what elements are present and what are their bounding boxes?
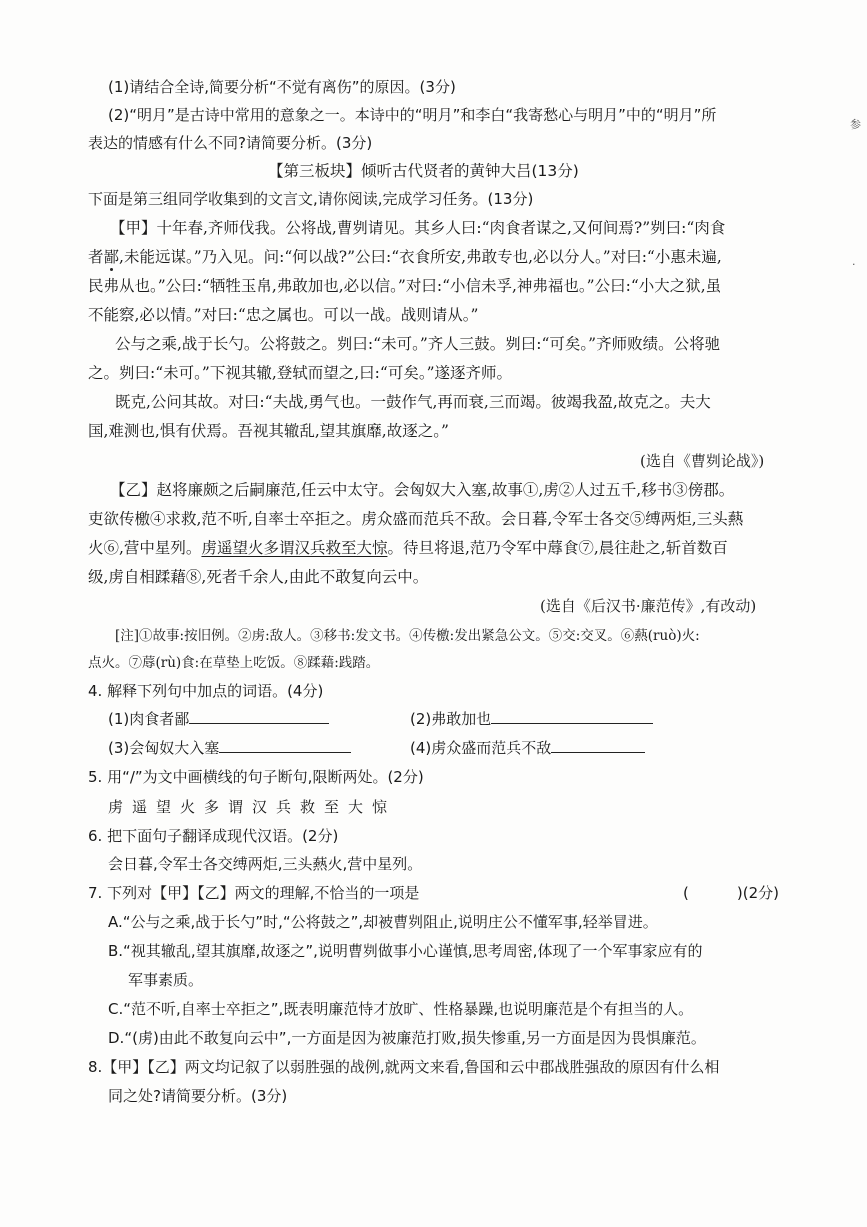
q4-answer-3-blank[interactable] bbox=[219, 738, 351, 753]
section-intro: 下面是第三组同学收集到的文言文,请你阅读,完成学习任务。(13分) bbox=[88, 190, 534, 208]
question-5-sentence: 虏遥望火多谓汉兵救至大惊 bbox=[108, 798, 397, 816]
passage-jia-line-7: 既克,公问其故。对曰:“夫战,勇气也。一鼓作气,再而衰,三而竭。彼竭我盈,故克之。夫大 bbox=[115, 393, 711, 411]
q4-answer-2-blank[interactable] bbox=[491, 709, 653, 724]
q4-answer-1-blank[interactable] bbox=[189, 709, 329, 724]
question-7-option-b-line-2: 军事素质。 bbox=[128, 971, 204, 989]
q7-paren-open: ( bbox=[683, 884, 689, 902]
passage-jia-line-2 bbox=[88, 246, 722, 268]
passage-jia-line-3: 民弗从也。”公曰:“牺牲玉帛,弗敢加也,必以信。”对曰:“小信未孚,神弗福也。”公曰:“小大之狱,虽 bbox=[88, 277, 722, 295]
q7-score: (2分) bbox=[742, 884, 779, 902]
q4-item-2-text: (2)弗敢加也 bbox=[410, 710, 492, 728]
question-8-line-2: 同之处?请简要分析。(3分) bbox=[108, 1087, 288, 1105]
question-4-item-4 bbox=[410, 737, 645, 759]
margin-mark-2: · bbox=[852, 258, 856, 271]
passage-jia-line-2-b: ,未能远谋。”乃入见。问:“何以战?”公曰:“衣食所安,弗敢专也,必以分人。”对曰:“小惠未遍, bbox=[119, 248, 722, 266]
passage-jia-line-4: 不能察,必以情。”对曰:“忠之属也。可以一战。战则请从。” bbox=[88, 306, 479, 324]
question-7-option-b-line-1: B.“视其辙乱,望其旗靡,故逐之”,说明曹刿做事小心谨慎,思考周密,体现了一个军事家应有的 bbox=[108, 942, 703, 960]
passage-jia-source: (选自《曹刿论战》) bbox=[640, 452, 765, 470]
question-4-item-1 bbox=[108, 708, 329, 730]
passage-yi-source: (选自《后汉书·廉范传》,有改动) bbox=[540, 597, 757, 615]
poem-question-2-line-1: (2)“明月”是古诗中常用的意象之一。本诗中的“明月”和李白“我寄愁心与明月”中的“明月”所 bbox=[108, 106, 717, 124]
section-title: 【第三板块】倾听古代贤者的黄钟大吕(13分) bbox=[268, 162, 579, 180]
question-6-sentence: 会日暮,令军士各交缚两炬,三头爇火,营中星列。 bbox=[108, 855, 423, 873]
question-7-option-c: C.“范不听,自率士卒拒之”,既表明廉范恃才放旷、性格暴躁,也说明廉范是个有担当的人。 bbox=[108, 1000, 694, 1018]
passage-jia-line-2-a: 者 bbox=[88, 248, 104, 266]
passage-yi-line-4: 级,虏自相蹂藉⑧,死者千余人,由此不敢复向云中。 bbox=[88, 568, 429, 586]
notes-line-2: 点火。⑦蓐(rù)食:在草垫上吃饭。⑧蹂藉:践踏。 bbox=[88, 655, 380, 671]
underlined-sentence: 虏遥望火多谓汉兵救至大惊 bbox=[201, 539, 388, 557]
question-5-stem: 5. 用“/”为文中画横线的句子断句,限断两处。(2分) bbox=[88, 768, 424, 786]
question-7-answer-paren bbox=[683, 882, 779, 904]
q4-item-3-text: (3)会匈奴大入塞 bbox=[108, 739, 220, 757]
passage-jia-line-6: 之。刿曰:“未可。”下视其辙,登轼而望之,曰:“可矣。”遂逐齐师。 bbox=[88, 364, 512, 382]
question-7-option-d: D.“(虏)由此不敢复向云中”,一方面是因为被廉范打败,损失惨重,另一方面是因为畏惧廉范。 bbox=[108, 1029, 706, 1047]
question-8-line-1: 8.【甲】【乙】两文均记叙了以弱胜强的战例,就两文来看,鲁国和云中郡战胜强敌的原因有什么相 bbox=[88, 1058, 720, 1076]
passage-jia-line-1: 【甲】十年春,齐师伐我。公将战,曹刿请见。其乡人曰:“肉食者谋之,又何间焉?”刿曰:“肉食 bbox=[110, 219, 726, 237]
passage-yi-line-1: 【乙】赵将廉颇之后嗣廉范,任云中太守。会匈奴大入塞,故事①,虏②人过五千,移书③傍郡。 bbox=[110, 481, 735, 499]
question-4-item-3 bbox=[108, 737, 351, 759]
question-6-stem: 6. 把下面句子翻译成现代汉语。(2分) bbox=[88, 827, 339, 845]
poem-question-1: (1)请结合全诗,简要分析“不觉有离伤”的原因。(3分) bbox=[108, 78, 456, 96]
poem-question-2-line-2: 表达的情感有什么不同?请简要分析。(3分) bbox=[88, 134, 373, 152]
q4-item-4-text: (4)虏众盛而范兵不敌 bbox=[410, 739, 552, 757]
notes-line-1: [注]①故事:按旧例。②虏:敌人。③移书:发文书。④传檄:发出紧急公文。⑤交:交叉。⑥爇(ruò)火: bbox=[115, 628, 700, 644]
q7-paren-close: ) bbox=[736, 884, 743, 902]
passage-jia-line-8: 国,难测也,惧有伏焉。吾视其辙乱,望其旗靡,故逐之。” bbox=[88, 422, 449, 440]
passage-yi-line-3 bbox=[88, 537, 728, 559]
passage-jia-line-5: 公与之乘,战于长勺。公将鼓之。刿曰:“未可。”齐人三鼓。刿曰:“可矣。”齐师败绩。公将驰 bbox=[115, 335, 721, 353]
question-7-stem: 7. 下列对【甲】【乙】两文的理解,不恰当的一项是 bbox=[88, 884, 420, 902]
passage-yi-line-2: 吏欲传檄④求救,范不听,自率士卒拒之。虏众盛而范兵不敌。会日暮,令军士各交⑤缚两炬,三头爇 bbox=[88, 510, 744, 528]
q4-answer-4-blank[interactable] bbox=[551, 738, 645, 753]
dotted-word-bi: 鄙 bbox=[103, 248, 120, 266]
question-7-option-a: A.“公与之乘,战于长勺”时,“公将鼓之”,却被曹刿阻止,说明庄公不懂军事,轻举冒进。 bbox=[108, 913, 658, 931]
q4-item-1-text: (1)肉食者鄙 bbox=[108, 710, 190, 728]
passage-yi-line-3-a: 火⑥,营中星列。 bbox=[88, 539, 202, 557]
question-4-stem: 4. 解释下列句中加点的词语。(4分) bbox=[88, 682, 324, 700]
passage-yi-line-3-b: 。待旦将退,范乃令军中蓐食⑦,晨往赴之,斩首数百 bbox=[387, 539, 728, 557]
question-4-item-2 bbox=[410, 708, 653, 730]
margin-mark-1: 参 bbox=[850, 118, 861, 131]
